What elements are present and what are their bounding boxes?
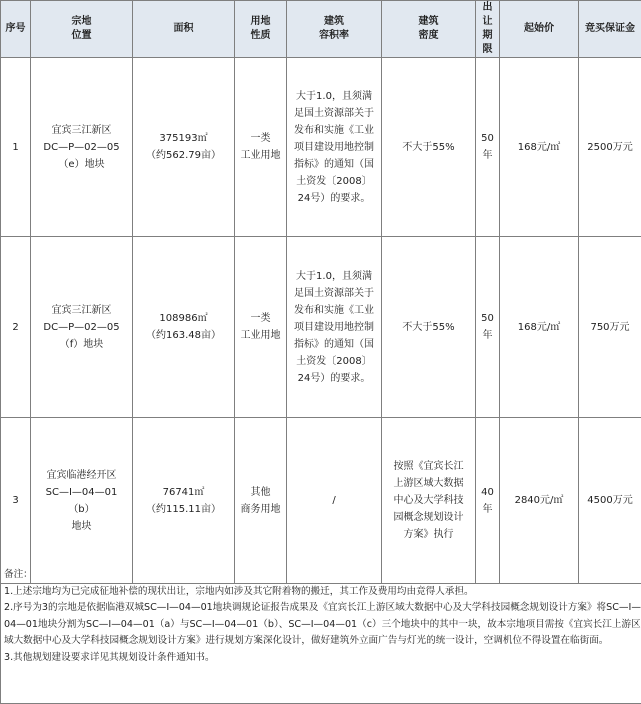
header-deposit: 竞买保证金 [579, 1, 641, 58]
table-row [1, 58, 641, 237]
header-no: 序号 [1, 1, 31, 58]
header-far: 建筑 容积率 [287, 1, 382, 58]
cell-far: / [287, 418, 382, 584]
cell-use: 一类 工业用地 [235, 237, 287, 418]
cell-location: 宜宾临港经开区 SC—I—04—01 （b） 地块 [31, 418, 133, 584]
header-term: 出让 期限 [476, 1, 500, 58]
cell-density: 按照《宜宾长江 上游区域大数据 中心及大学科技 园概念规划设计 方案》执行 [382, 418, 476, 584]
header-row [1, 1, 641, 58]
cell-use: 一类 工业用地 [235, 58, 287, 237]
header-location: 宗地 位置 [31, 1, 133, 58]
table-row [1, 237, 641, 418]
header-area: 面积 [133, 1, 235, 58]
cell-far: 大于1.0，且须满 足国土资源部关于 发布和实施《工业 项目建设用地控制 指标》的通知（国 土资发〔2008〕 24号）的要求。 [287, 58, 382, 237]
cell-area: 375193㎡ （约562.79亩） [133, 58, 235, 237]
note-item-2: 2.序号为3的宗地是依据临港双城SC—I—04—01地块调规论证报告成果及《宜宾长江上游区域大数据中心及大学科技园概念规划设计方案》将SC—I—04—01地块分割为SC—I—04—01（a）与SC—I—04—01（b）、SC—I—04—01（c）三个地块中的其中一块，故本宗地项目需按《宜宾长江上游区域大数据中心及大学科技园概念规划设计方案》进行规划方案深化设计，做好建筑外立面广告与灯光的统一设计，空调机位不得设置在临街面。 [4, 600, 641, 650]
notes-section [0, 563, 641, 704]
cell-area: 76741㎡ （约115.11亩） [133, 418, 235, 584]
cell-start-price: 2840元/㎡ [500, 418, 579, 584]
header-start-price: 起始价 [500, 1, 579, 58]
cell-deposit: 4500万元 [579, 418, 641, 584]
cell-area: 108986㎡ （约163.48亩） [133, 237, 235, 418]
cell-location: 宜宾三江新区 DC—P—02—05 （e）地块 [31, 58, 133, 237]
cell-location: 宜宾三江新区 DC—P—02—05 （f）地块 [31, 237, 133, 418]
cell-start-price: 168元/㎡ [500, 237, 579, 418]
header-density: 建筑 密度 [382, 1, 476, 58]
cell-term: 40年 [476, 418, 500, 584]
cell-density: 不大于55% [382, 237, 476, 418]
cell-term: 50年 [476, 237, 500, 418]
cell-far: 大于1.0，且须满 足国土资源部关于 发布和实施《工业 项目建设用地控制 指标》的通知（国 土资发〔2008〕 24号）的要求。 [287, 237, 382, 418]
cell-start-price: 168元/㎡ [500, 58, 579, 237]
cell-term: 50年 [476, 58, 500, 237]
cell-no: 2 [1, 237, 31, 418]
header-use: 用地 性质 [235, 1, 287, 58]
note-item-3: 3.其他规划建设要求详见其规划设计条件通知书。 [4, 650, 641, 667]
cell-no: 3 [1, 418, 31, 584]
cell-deposit: 2500万元 [579, 58, 641, 237]
note-item-1: 1.上述宗地均为已完成征地补偿的现状出让，宗地内如涉及其它附着物的搬迁，其工作及费用均由竞得人承担。 [4, 584, 641, 601]
cell-use: 其他 商务用地 [235, 418, 287, 584]
cell-density: 不大于55% [382, 58, 476, 237]
notes-title: 备注： [4, 567, 641, 584]
cell-no: 1 [1, 58, 31, 237]
table-row [1, 418, 641, 584]
cell-deposit: 750万元 [579, 237, 641, 418]
